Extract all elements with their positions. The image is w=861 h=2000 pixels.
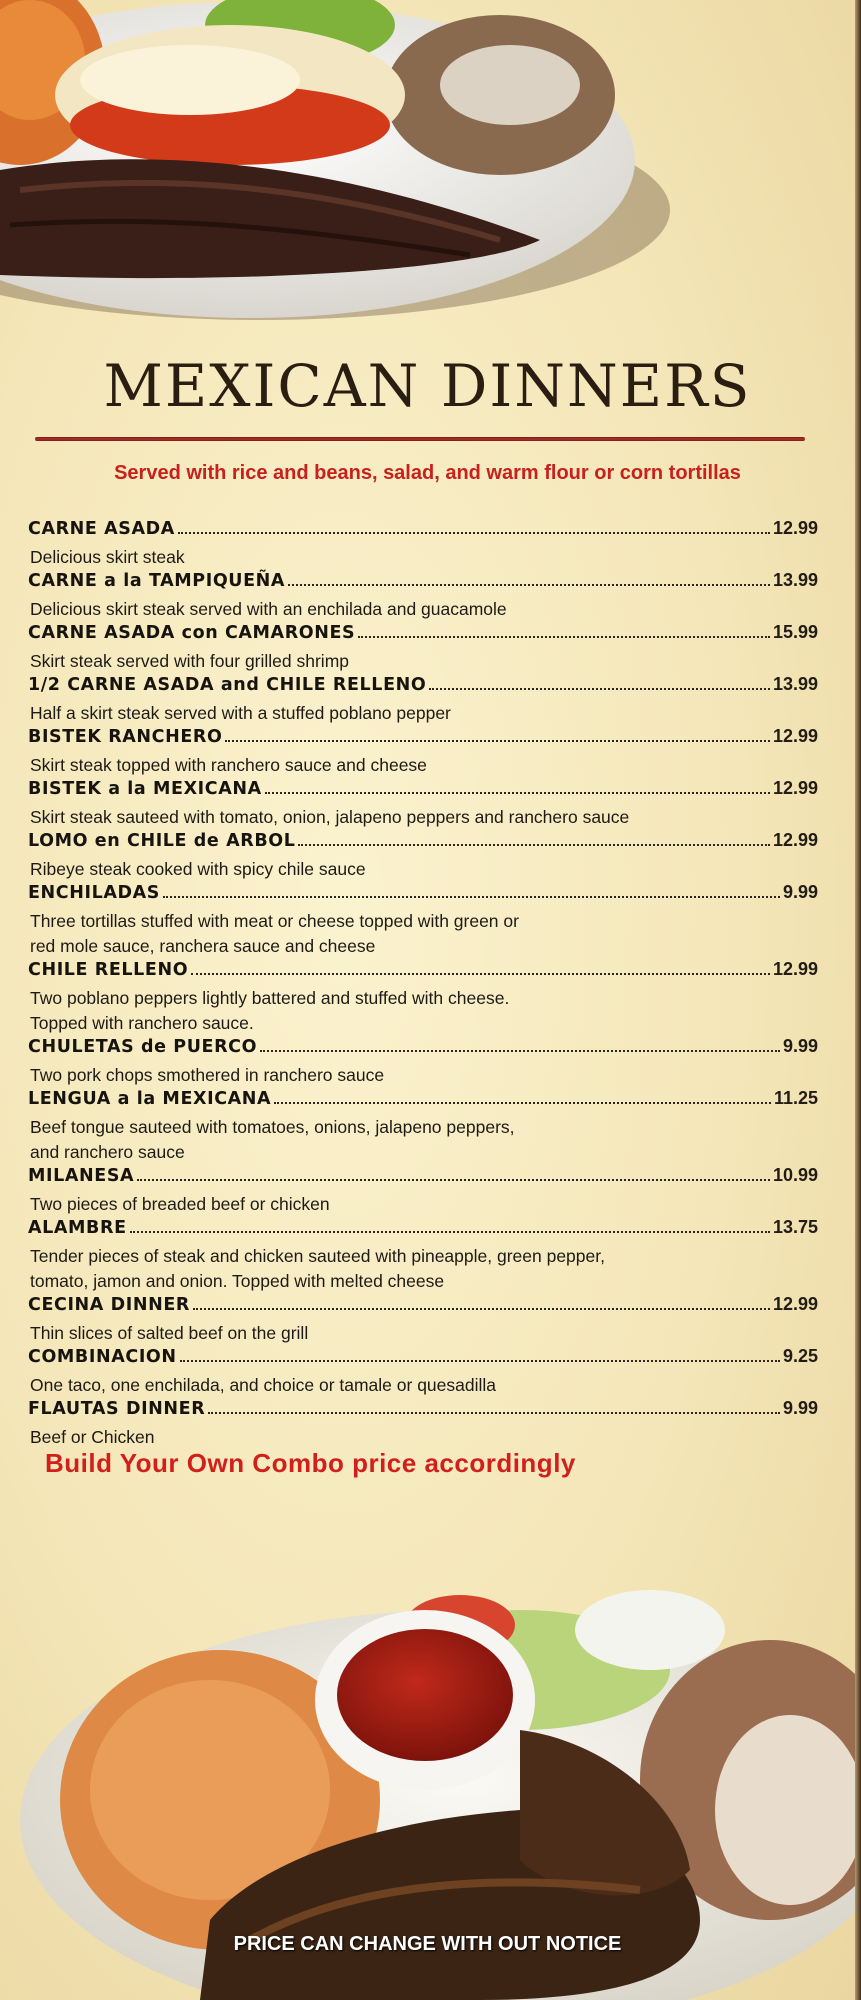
item-price: 13.75 — [772, 1217, 818, 1237]
item-description: Delicious skirt steak — [30, 547, 185, 567]
dot-leader — [358, 635, 770, 638]
item-price: 12.99 — [772, 1294, 818, 1314]
item-name: CHILE RELLENO — [28, 960, 189, 980]
item-description: Two pieces of breaded beef or chicken — [30, 1194, 330, 1214]
menu-item-milanesa — [28, 1165, 818, 1217]
item-name: CARNE a la TAMPIQUEÑA — [28, 571, 286, 591]
dot-leader — [137, 1178, 770, 1181]
dot-leader — [178, 531, 770, 534]
menu-item-chuletas-puerco — [28, 1036, 818, 1088]
dot-leader — [180, 1359, 780, 1362]
item-price: 12.99 — [772, 830, 818, 850]
page-edge — [855, 0, 861, 2000]
menu-item-lomo-chile-arbol — [28, 830, 818, 882]
item-price: 12.99 — [772, 518, 818, 538]
item-name: COMBINACION — [28, 1347, 177, 1367]
title-divider — [35, 437, 805, 441]
dot-leader — [225, 739, 769, 742]
dot-leader — [130, 1230, 770, 1233]
item-description: Beef tongue sauteed with tomatoes, onions, jalapeno peppers, — [30, 1117, 515, 1137]
item-name: ENCHILADAS — [28, 883, 160, 903]
item-name: CHULETAS de PUERCO — [28, 1037, 258, 1057]
item-name: FLAUTAS DINNER — [28, 1399, 206, 1419]
item-name: CARNE ASADA con CAMARONES — [28, 623, 356, 643]
item-name: BISTEK RANCHERO — [28, 727, 223, 747]
item-price: 15.99 — [772, 622, 818, 642]
item-price: 10.99 — [772, 1165, 818, 1185]
item-name: BISTEK a la MEXICANA — [28, 779, 262, 799]
menu-item-bistek-ranchero — [28, 726, 818, 778]
item-description: Skirt steak sauteed with tomato, onion, jalapeno peppers and ranchero sauce — [30, 807, 630, 827]
menu-item-bistek-mexicana — [28, 778, 818, 830]
item-name: LOMO en CHILE de ARBOL — [28, 831, 296, 851]
item-description: red mole sauce, ranchera sauce and cheese — [30, 936, 376, 956]
item-price: 11.25 — [773, 1088, 818, 1108]
item-name: MILANESA — [28, 1166, 135, 1186]
item-description: Two poblano peppers lightly battered and stuffed with cheese. — [30, 988, 510, 1008]
item-description: Three tortillas stuffed with meat or cheese topped with green or — [30, 911, 519, 931]
combo-note: Build Your Own Combo price accordingly — [45, 1448, 576, 1478]
steak-plate-photo — [0, 0, 855, 330]
menu-item-carne-asada — [28, 518, 818, 570]
item-description: Delicious skirt steak served with an enchilada and guacamole — [30, 599, 507, 619]
menu-item-alambre — [28, 1217, 818, 1294]
dot-leader — [163, 895, 780, 898]
item-name: LENGUA a la MEXICANA — [28, 1089, 272, 1109]
menu-item-half-carne-chile-relleno — [28, 674, 818, 726]
item-description: Skirt steak topped with ranchero sauce and cheese — [30, 755, 427, 775]
item-price: 9.25 — [782, 1346, 818, 1366]
item-description: Thin slices of salted beef on the grill — [30, 1323, 309, 1343]
item-price: 13.99 — [772, 674, 818, 694]
menu-item-carne-tampiquena — [28, 570, 818, 622]
item-price: 12.99 — [772, 778, 818, 798]
item-price: 12.99 — [772, 726, 818, 746]
item-price: 9.99 — [782, 882, 818, 902]
dot-leader — [191, 972, 770, 975]
dot-leader — [298, 843, 769, 846]
item-name: ALAMBRE — [28, 1218, 127, 1238]
dot-leader — [193, 1307, 770, 1310]
item-name: 1/2 CARNE ASADA and CHILE RELLENO — [28, 675, 427, 695]
item-description: tomato, jamon and onion. Topped with melted cheese — [30, 1271, 445, 1291]
subtitle: Served with rice and beans, salad, and warm flour or corn tortillas — [114, 462, 741, 484]
item-description: Skirt steak served with four grilled shrimp — [30, 651, 349, 671]
item-name: CECINA DINNER — [28, 1295, 190, 1315]
item-price: 9.99 — [782, 1036, 818, 1056]
item-description: Half a skirt steak served with a stuffed poblano pepper — [30, 703, 451, 723]
dot-leader — [274, 1101, 771, 1104]
item-description: and ranchero sauce — [30, 1142, 185, 1162]
dot-leader — [260, 1049, 780, 1052]
menu-item-lengua-mexicana — [28, 1088, 818, 1165]
menu-item-flautas-dinner — [28, 1398, 818, 1450]
dot-leader — [265, 791, 770, 794]
item-price: 13.99 — [772, 570, 818, 590]
item-description: Tender pieces of steak and chicken sauteed with pineapple, green pepper, — [30, 1246, 605, 1266]
item-name: CARNE ASADA — [28, 519, 175, 539]
page-title: MEXICAN DINNERS — [103, 352, 752, 420]
menu-item-cecina-dinner — [28, 1294, 818, 1346]
item-price: 12.99 — [772, 959, 818, 979]
menu-item-enchiladas — [28, 882, 818, 959]
price-notice: PRICE CAN CHANGE WITH OUT NOTICE — [233, 1933, 622, 1955]
dot-leader — [208, 1411, 780, 1414]
item-description: Ribeye steak cooked with spicy chile sauce — [30, 859, 366, 879]
menu-item-chile-relleno — [28, 959, 818, 1036]
dot-leader — [288, 583, 770, 586]
menu-item-carne-asada-camarones — [28, 622, 818, 674]
item-price: 9.99 — [782, 1398, 818, 1418]
item-description: Topped with ranchero sauce. — [30, 1013, 254, 1033]
menu-list — [28, 518, 818, 1450]
item-description: One taco, one enchilada, and choice or tamale or quesadilla — [30, 1375, 496, 1395]
item-description: Two pork chops smothered in ranchero sauce — [30, 1065, 385, 1085]
menu-item-combinacion — [28, 1346, 818, 1398]
dot-leader — [429, 687, 770, 690]
item-description: Beef or Chicken — [30, 1427, 155, 1447]
